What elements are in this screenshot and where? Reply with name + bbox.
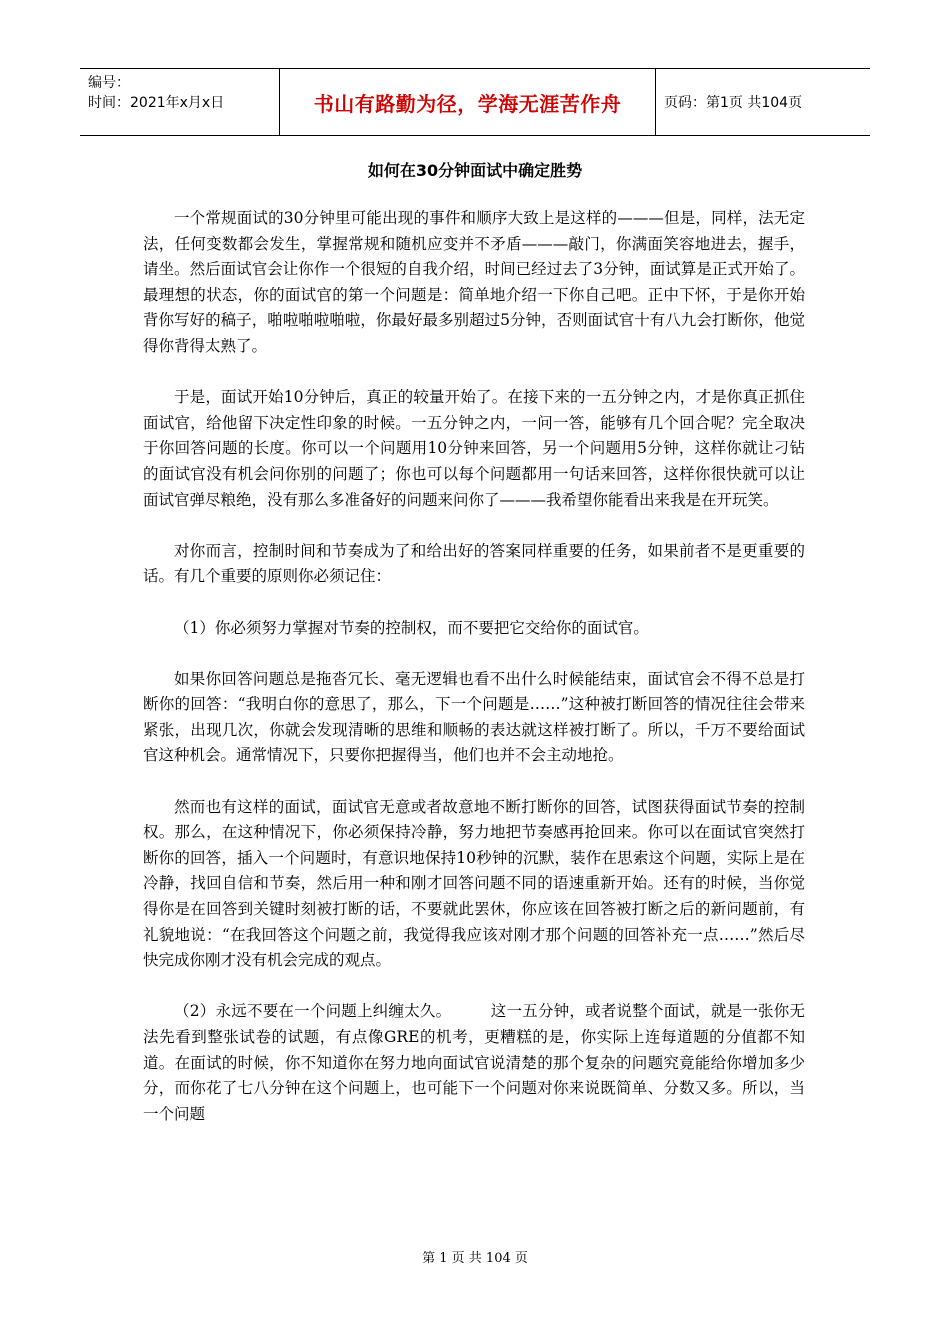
paragraph: （1）你必须努力掌握对节奏的控制权，而不要把它交给你的面试官。 [174,618,649,637]
page-footer: 第 1 页 共 104 页 [422,1251,528,1266]
document-title: 如何在30分钟面试中确定胜势 [367,161,583,180]
paragraph: （2）永远不要在一个问题上纠缠太久。 这一五分钟，或者说整个面试，就是一张你无法先看到整张试卷的试题，有点像GRE的机考，更糟糕的是，你实际上连每道题的分值都不知道。在面试的时候，你不知道你在努力地向面试官说清楚的那个复杂的问题究竟能给你增加多少分，而你花了七八分钟在这个问题上，也可能下一个问题对你来说既简单、分数又多。所以，当一个问题 [143,1002,805,1123]
paragraph: 然而也有这样的面试，面试官无意或者故意地不断打断你的回答，试图获得面试节奏的控制权。那么，在这种情况下，你必须保持冷静，努力地把节奏感再抢回来。你可以在面试官突然打断你的回答，插入一个问题时，有意识地保持10秒钟的沉默，装作在思索这个问题，实际上是在冷静，找回自信和节奏，然后用一种和刚才回答问题不同的语速重新开始。还有的时候，当你觉得你是在回答到关键时刻被打断的话，不要就此罢休，你应该在回答被打断之后的新问题前，有礼貌地说：“在我回答这个问题之前，我觉得我应该对刚才那个问题的回答补充一点……”然后尽快完成你刚才没有机会完成的观点。 [143,797,805,970]
document-body [143,206,805,1153]
page-header [80,68,870,136]
header-meta [80,69,280,135]
paragraph: 如果你回答问题总是拖沓冗长、毫无逻辑也看不出什么时候能结束，面试官会不得不总是打断你的回答：“我明白你的意思了，那么，下一个问题是……”这种被打断回答的情况往往会带来紧张，出现几次，你就会发现清晰的思维和顺畅的表达就这样被打断了。所以，千万不要给面试官这种机会。通常情况下，只要你把握得当，他们也并不会主动地抢。 [143,669,805,765]
header-motto: 书山有路勤为径，学海无涯苦作舟 [280,69,656,135]
paragraph: 对你而言，控制时间和节奏成为了和给出好的答案同样重要的任务，如果前者不是更重要的话。有几个重要的原则你必须记住： [143,541,805,586]
document-date: 时间：2021年x月x日 [88,95,225,111]
header-page-info: 页码：第1页 共104页 [664,95,803,111]
paragraph: 一个常规面试的30分钟里可能出现的事件和顺序大致上是这样的———但是，同样，法无定法，任何变数都会发生，掌握常规和随机应变并不矛盾———敲门，你满面笑容地进去，握手，请坐。然后面试官会让你作一个很短的自我介绍，时间已经过去了3分钟，面试算是正式开始了。最理想的状态，你的面试官的第一个问题是：简单地介绍一下你自己吧。正中下怀，于是你开始背你写好的稿子，啪啦啪啦啪啦，你最好最多别超过5分钟，否则面试官十有八九会打断你，他觉得你背得太熟了。 [143,209,805,355]
document-number: 编号： [88,75,130,91]
paragraph: 于是，面试开始10分钟后，真正的较量开始了。在接下来的一五分钟之内，才是你真正抓住面试官，给他留下决定性印象的时候。一五分钟之内，一问一答，能够有几个回合呢？完全取决于你回答问题的长度。你可以一个问题用10分钟来回答，另一个问题用5分钟，这样你就让刁钻的面试官没有机会问你别的问题了；你也可以每个问题都用一句话来回答，这样你很快就可以让面试官弹尽粮绝，没有那么多准备好的问题来问你了———我希望你能看出来我是在开玩笑。 [143,388,805,509]
